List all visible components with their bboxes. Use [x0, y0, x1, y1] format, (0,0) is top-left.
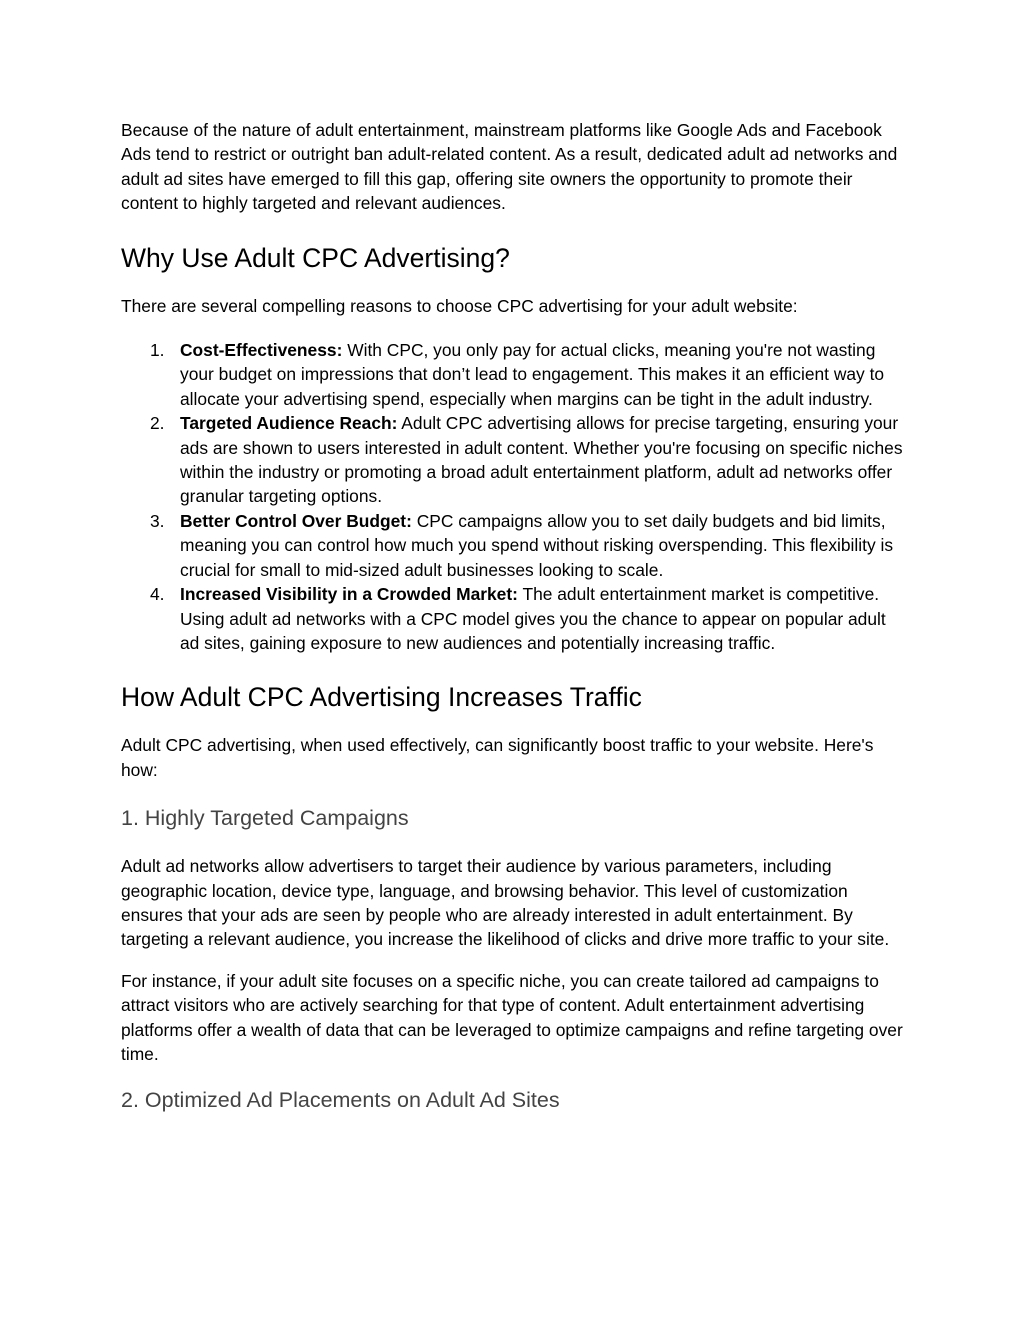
list-item-title: Targeted Audience Reach: [180, 413, 398, 434]
document-page [121, 118, 906, 1114]
list-item-title: Cost-Effectiveness: [180, 340, 343, 361]
list-item-number: 1. [150, 340, 165, 361]
how-heading: How Adult CPC Advertising Increases Traffic [121, 682, 642, 713]
list-item-title: Better Control Over Budget: [180, 510, 412, 531]
list-item-text: With CPC, you only pay for actual clicks, meaning you're not wasting your budget on impressions that don’t lead to engagement. This makes it an efficient way to allocate your advertising spend, especially when margins can be tight in the adult industry. [180, 340, 885, 409]
section-1-heading: 1. Highly Targeted Campaigns [121, 806, 409, 831]
list-item-number: 3. [150, 510, 165, 531]
list-item-title: Increased Visibility in a Crowded Market: [180, 584, 518, 605]
reasons-list-wrapper [121, 338, 906, 655]
list-item-number: 2. [150, 413, 165, 434]
intro-paragraph: Because of the nature of adult entertainment, mainstream platforms like Google Ads and Facebook Ads tend to restrict or outright ban adult-related content. As a result, dedicated adult ad networks and adult ad sites have emerged to fill this gap, offering site owners the opportunity to promote their content to highly targeted and relevant audiences. [121, 120, 898, 214]
list-item-number: 4. [150, 584, 165, 605]
how-lead-paragraph: Adult CPC advertising, when used effectively, can significantly boost traffic to your website. Here's how: [121, 735, 874, 780]
section-2-heading: 2. Optimized Ad Placements on Adult Ad Sites [121, 1088, 560, 1113]
list-item [121, 338, 906, 411]
list-item-text: Adult CPC advertising allows for precise targeting, ensuring your ads are shown to users interested in adult content. Whether you're focusing on specific niches within the industry or promoting a broad adult entertainment platform, adult ad networks offer granular targeting options. [180, 413, 903, 507]
reasons-list [121, 338, 906, 655]
list-item [121, 411, 906, 509]
list-item-text: CPC campaigns allow you to set daily budgets and bid limits, meaning you can control how much you spend without risking overspending. This flexibility is crucial for small to mid-sized adult businesses looking to scale. [180, 510, 894, 580]
list-item [121, 582, 906, 655]
list-item [121, 509, 906, 582]
why-heading: Why Use Adult CPC Advertising? [121, 242, 510, 273]
list-item-text: The adult entertainment market is competitive. Using adult ad networks with a CPC model gives you the chance to appear on popular adult ad sites, gaining exposure to new audiences and potentially increasing traffic. [180, 584, 886, 653]
section-1-paragraph-1: Adult ad networks allow advertisers to target their audience by various parameters, including geographic location, device type, language, and browsing behavior. This level of customization ensures that your ads are seen by people who are already interested in adult entertainment. By targeting a relevant audience, you increase the likelihood of clicks and drive more traffic to your site. [121, 856, 890, 950]
section-1-paragraph-2: For instance, if your adult site focuses on a specific niche, you can create tailored ad campaigns to attract visitors who are actively searching for that type of content. Adult entertainment advertising platforms offer a wealth of data that can be leveraged to optimize campaigns and refine targeting over time. [121, 970, 903, 1064]
why-lead-paragraph: There are several compelling reasons to choose CPC advertising for your adult website: [121, 295, 798, 316]
